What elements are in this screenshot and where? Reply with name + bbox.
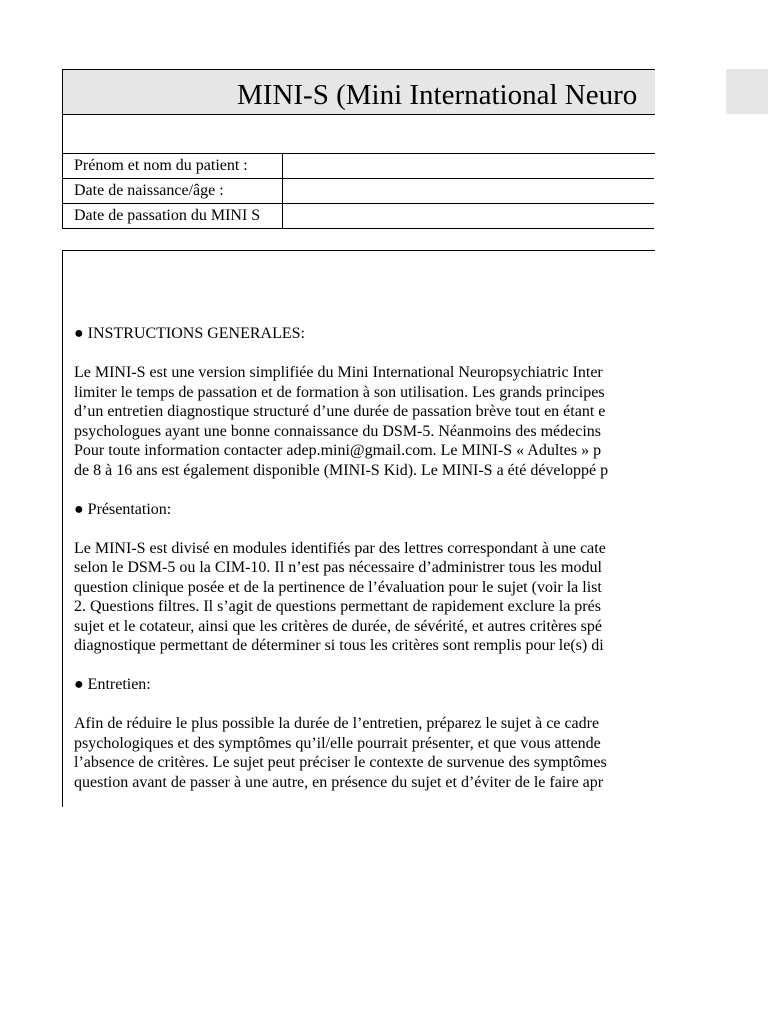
instructions-box: [62, 250, 655, 807]
test-date-label: Date de passation du MINI S: [63, 204, 283, 229]
section-heading-instructions: ● INSTRUCTIONS GENERALES:: [74, 325, 305, 342]
birthdate-field[interactable]: [283, 179, 655, 204]
section-heading-entretien: ● Entretien:: [74, 676, 151, 693]
paragraph-line: l’absence de critères. Le sujet peut préciser le contexte de survenue des symptômes: [74, 754, 607, 771]
page-title: MINI-S (Mini International Neuro: [237, 79, 638, 111]
paragraph-line: 2. Questions filtres. Il s’agit de questions permettant de rapidement exclure la prés: [74, 598, 601, 615]
title-header: [62, 69, 655, 115]
blank-row: [62, 114, 655, 154]
patient-info-table: [62, 153, 654, 229]
paragraph-line: psychologiques et des symptômes qu’il/elle pourrait présenter, et que vous attende: [74, 734, 601, 752]
paragraph-line: question avant de passer à une autre, en présence du sujet et d’éviter de le faire apr: [74, 773, 604, 791]
patient-name-field[interactable]: [283, 154, 655, 179]
patient-name-label: Prénom et nom du patient :: [63, 154, 283, 179]
paragraph-line: Le MINI-S est une version simplifiée du Mini International Neuropsychiatric Inter: [74, 364, 603, 381]
section-heading-presentation: ● Présentation:: [74, 500, 172, 518]
paragraph-line: de 8 à 16 ans est également disponible (MINI-S Kid). Le MINI-S a été développé p: [74, 461, 609, 479]
paragraph-line: Pour toute information contacter adep.mini@gmail.com. Le MINI-S « Adultes » p: [74, 442, 602, 459]
paragraph-line: d’un entretien diagnostique structuré d’une durée de passation brève tout en étant e: [74, 403, 606, 420]
test-date-field[interactable]: [283, 204, 655, 229]
table-row: [63, 154, 655, 179]
paragraph-line: psychologues ayant une bonne connaissance du DSM-5. Néanmoins des médecins: [74, 422, 601, 440]
birthdate-label: Date de naissance/âge :: [63, 179, 283, 204]
paragraph-line: Le MINI-S est divisé en modules identifiés par des lettres correspondant à une cate: [74, 539, 606, 557]
paragraph-line: selon le DSM-5 ou la CIM-10. Il n’est pas nécessaire d’administrer tous les modul: [74, 559, 602, 576]
paragraph-line: sujet et le cotateur, ainsi que les critères de durée, de sévérité, et autres critères spé: [74, 617, 603, 635]
instructions-content: [74, 324, 655, 792]
paragraph-line: Afin de réduire le plus possible la durée de l’entretien, préparez le sujet à ce cadre: [74, 715, 600, 732]
table-row: [63, 204, 655, 229]
title-band-overflow: [726, 69, 768, 114]
paragraph-line: question clinique posée et de la pertinence de l’évaluation pour le sujet (voir la list: [74, 578, 602, 596]
table-row: [63, 179, 655, 204]
paragraph-line: limiter le temps de passation et de formation à son utilisation. Les grands principes: [74, 383, 605, 401]
paragraph-line: diagnostique permettant de déterminer si tous les critères sont remplis pour le(s) di: [74, 637, 604, 654]
